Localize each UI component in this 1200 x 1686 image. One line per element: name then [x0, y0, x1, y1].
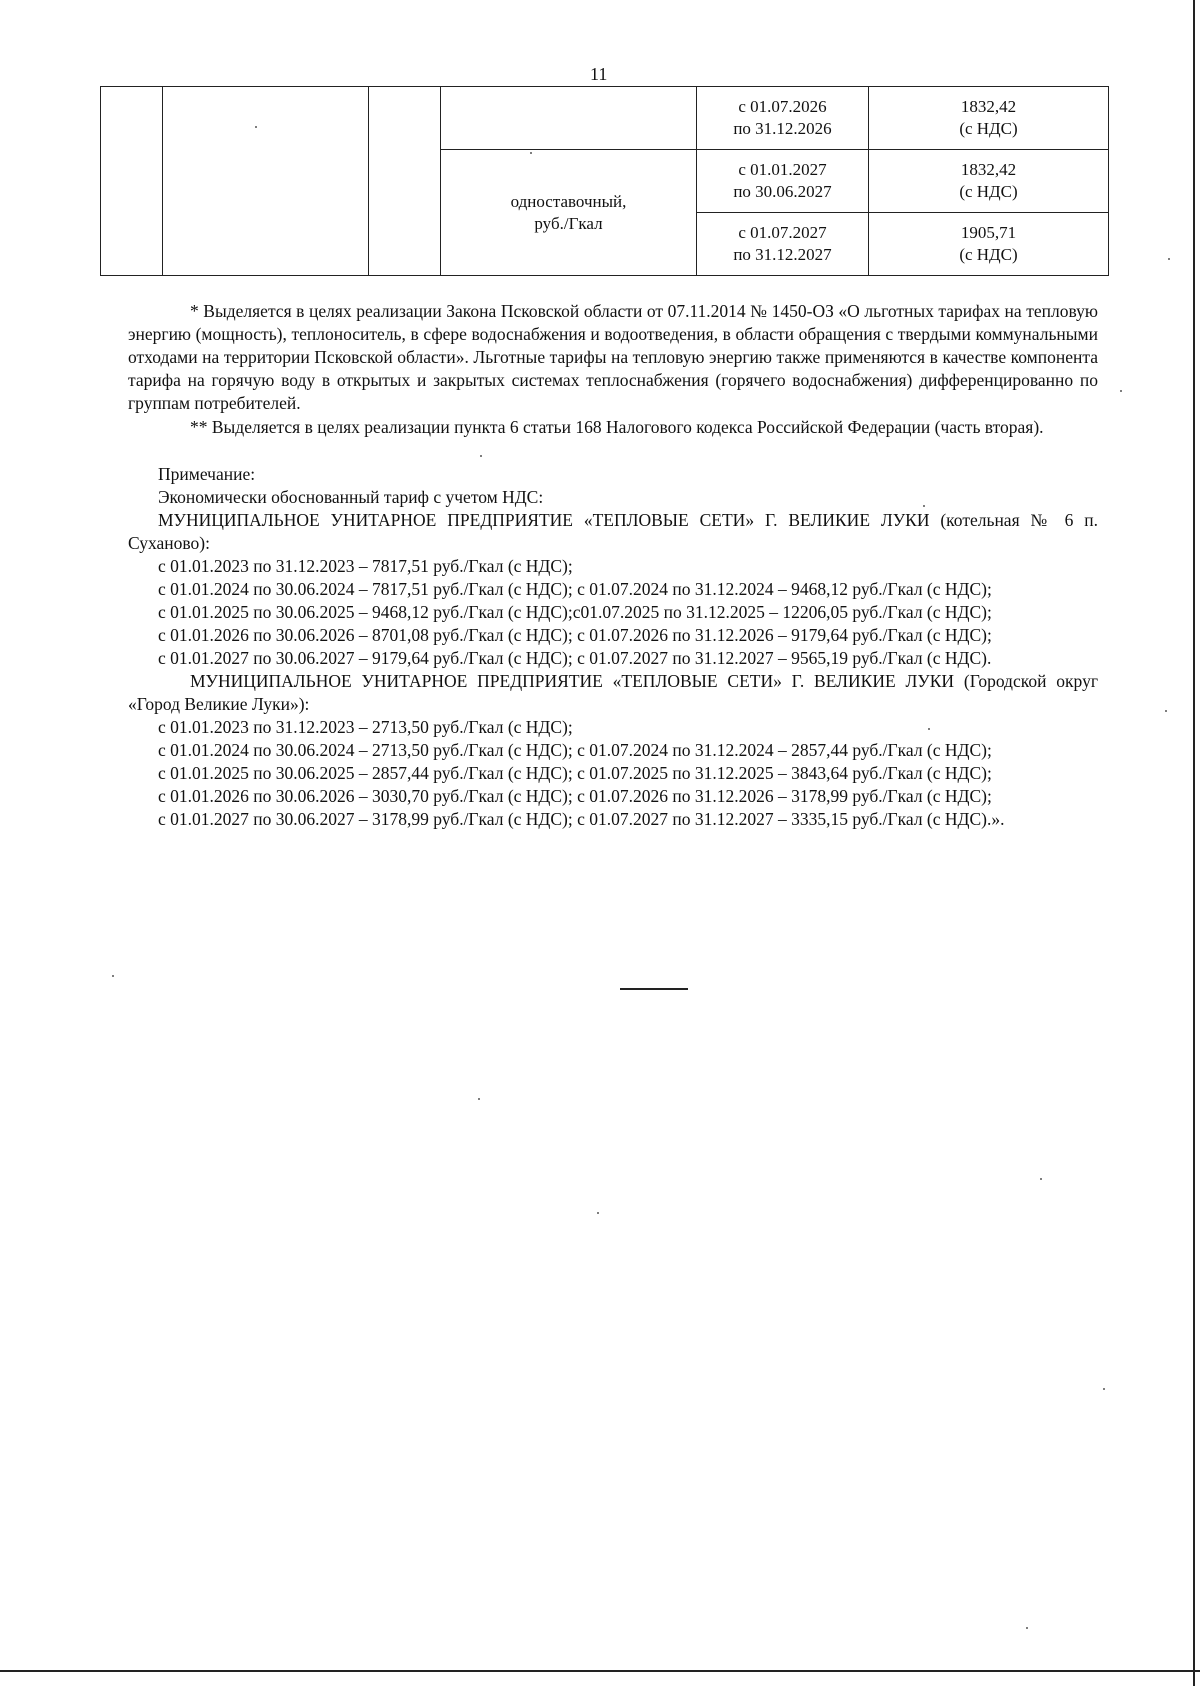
tariff-line: с 01.01.2027 по 30.06.2027 – 9179,64 руб./Гкал (с НДС); с 01.07.2027 по 31.12.2027 – 9565,19 руб./Гкал (с НДС). [158, 648, 992, 668]
scan-speck [480, 455, 482, 457]
value-text: 1905,71 (с НДС) [959, 223, 1018, 264]
value-cell [869, 213, 1109, 276]
scan-speck [255, 126, 257, 128]
tariff-line: с 01.01.2023 по 31.12.2023 – 7817,51 руб./Гкал (с НДС); [158, 556, 573, 576]
scan-speck [1168, 258, 1170, 260]
scan-speck [530, 152, 532, 154]
closing-rule [620, 988, 688, 990]
scan-speck [1165, 710, 1167, 712]
page-bottom-border [0, 1670, 1200, 1672]
tariff-line: с 01.01.2024 по 30.06.2024 – 7817,51 руб./Гкал (с НДС); с 01.07.2024 по 31.12.2024 – 9468,12 руб./Гкал (с НДС); [158, 579, 992, 599]
page-right-border [1193, 0, 1195, 1686]
value-cell [869, 150, 1109, 213]
scan-speck [478, 1098, 480, 1100]
tariff-line: с 01.01.2025 по 30.06.2025 – 9468,12 руб./Гкал (с НДС);с01.07.2025 по 31.12.2025 – 12206,05 руб./Гкал (с НДС); [158, 602, 992, 622]
table-cell-empty [441, 87, 697, 150]
scan-speck [112, 975, 114, 977]
value-text: 1832,42 (с НДС) [959, 160, 1018, 201]
tariff-line: с 01.01.2027 по 30.06.2027 – 3178,99 руб./Гкал (с НДС); с 01.07.2027 по 31.12.2027 – 3335,15 руб./Гкал (с НДС).». [158, 809, 1005, 829]
value-cell [869, 87, 1109, 150]
scan-speck [1120, 390, 1122, 392]
period-cell [697, 213, 869, 276]
tariff-line: с 01.01.2026 по 30.06.2026 – 3030,70 руб./Гкал (с НДС); с 01.07.2026 по 31.12.2026 – 3178,99 руб./Гкал (с НДС); [158, 786, 992, 806]
tariff-line: с 01.01.2024 по 30.06.2024 – 2713,50 руб./Гкал (с НДС); с 01.07.2024 по 31.12.2024 – 2857,44 руб./Гкал (с НДС); [158, 740, 992, 760]
period-text: с 01.07.2026 по 31.12.2026 [733, 97, 832, 138]
period-text: с 01.01.2027 по 30.06.2027 [733, 160, 832, 201]
org2-title: МУНИЦИПАЛЬНОЕ УНИТАРНОЕ ПРЕДПРИЯТИЕ «ТЕПЛОВЫЕ СЕТИ» Г. ВЕЛИКИЕ ЛУКИ (Городской округ «Город Великие Луки»): [128, 671, 1098, 714]
table-cell-empty [163, 87, 369, 276]
page-number: 11 [590, 64, 608, 84]
scan-speck [1103, 1388, 1105, 1390]
footnote-1: * Выделяется в целях реализации Закона Псковской области от 07.11.2014 № 1450-ОЗ «О льготных тарифах на тепловую энергию (мощность), теплоноситель, в сфере водоснабжения и водоотведения, в области обращения с твердыми коммунальными отходами на территории Псковской области». Льготные тарифы на тепловую энергию также применяются в качестве компонента тарифа на горячую воду в открытых и закрытых системах теплоснабжения (горячего водоснабжения) дифференцированно по группам потребителей. [128, 301, 1098, 413]
scan-speck [1026, 1627, 1028, 1629]
period-cell [697, 87, 869, 150]
tariff-line: с 01.01.2023 по 31.12.2023 – 2713,50 руб./Гкал (с НДС); [158, 717, 573, 737]
scan-speck [1040, 1178, 1042, 1180]
note-subheading: Экономически обоснованный тариф с учетом НДС: [158, 487, 544, 507]
footnote-2: ** Выделяется в целях реализации пункта 6 статьи 168 Налогового кодекса Российской Федерации (часть вторая). [190, 417, 1044, 437]
body-text [128, 300, 1098, 831]
table-row [101, 87, 1109, 150]
period-cell [697, 150, 869, 213]
tariff-table [100, 86, 1109, 276]
scan-speck [923, 505, 925, 507]
org1-title: МУНИЦИПАЛЬНОЕ УНИТАРНОЕ ПРЕДПРИЯТИЕ «ТЕПЛОВЫЕ СЕТИ» Г. ВЕЛИКИЕ ЛУКИ (котельная № 6 п. Суханово): [128, 510, 1098, 553]
table-cell-empty [369, 87, 441, 276]
value-text: 1832,42 (с НДС) [959, 97, 1018, 138]
note-heading: Примечание: [158, 464, 256, 484]
scan-speck [597, 1212, 599, 1214]
tariff-line: с 01.01.2026 по 30.06.2026 – 8701,08 руб./Гкал (с НДС); с 01.07.2026 по 31.12.2026 – 9179,64 руб./Гкал (с НДС); [158, 625, 992, 645]
tariff-type-cell [441, 150, 697, 276]
tariff-type-text: одноставочный, руб./Гкал [510, 191, 627, 233]
table-cell-empty [101, 87, 163, 276]
period-text: с 01.07.2027 по 31.12.2027 [733, 223, 832, 264]
tariff-line: с 01.01.2025 по 30.06.2025 – 2857,44 руб./Гкал (с НДС); с 01.07.2025 по 31.12.2025 – 3843,64 руб./Гкал (с НДС); [158, 763, 992, 783]
scan-speck [928, 728, 930, 730]
